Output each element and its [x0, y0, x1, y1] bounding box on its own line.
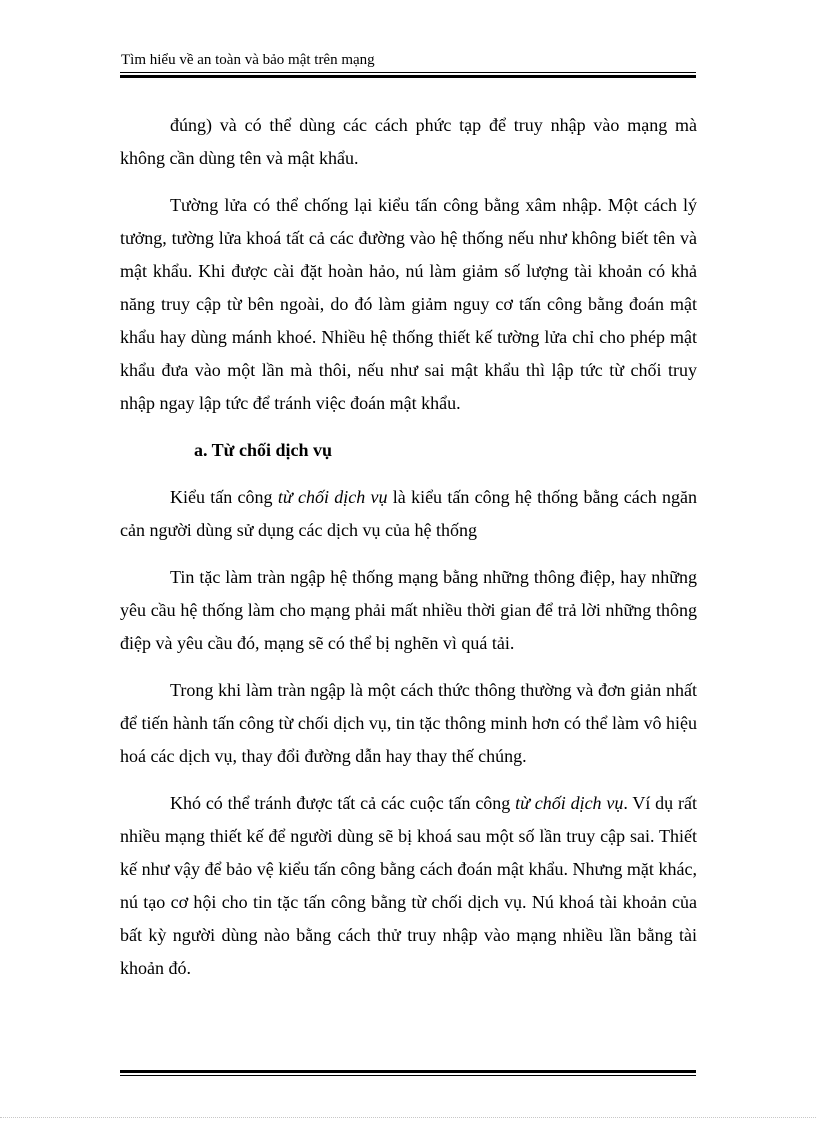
- paragraph-6-emphasis: từ chối dịch vụ: [515, 793, 624, 813]
- body-text: [120, 109, 697, 999]
- section-heading: a. Từ chối dịch vụ: [194, 440, 333, 460]
- header-rule-thin: [120, 72, 696, 73]
- footer-rule-thin: [120, 1075, 696, 1076]
- paragraph-6: [120, 787, 697, 985]
- paragraph-5: Trong khi làm tràn ngập là một cách thức thông thường và đơn giản nhất để tiến hành tấn công từ chối dịch vụ, tin tặc thông minh hơn có thể làm vô hiệu hoá các dịch vụ, thay đổi đường dẫn hay thay thế chúng.: [120, 680, 697, 766]
- paragraph-6-part-1: Khó có thể tránh được tất cả các cuộc tấn công: [170, 793, 516, 813]
- paragraph-1: đúng) và có thể dùng các cách phức tạp để truy nhập vào mạng mà không cần dùng tên và mật khẩu.: [120, 115, 697, 168]
- paragraph-6-part-2: . Ví dụ rất nhiều mạng thiết kế để người dùng sẽ bị khoá sau một số lần truy cập sai. Thiết kế như vậy để bảo vệ kiểu tấn công bằng cách đoán mật khẩu. Nhưng mặt khác, nú tạo cơ hội cho tin tặc tấn công bằng từ chối dịch vụ. Nú khoá tài khoản của bất kỳ người dùng nào bằng cách thử truy nhập vào mạng nhiều lần bằng tài khoản đó.: [120, 793, 697, 978]
- running-header: Tìm hiểu về an toàn và bảo mật trên mạng: [121, 52, 375, 68]
- paragraph-3-part-1: Kiểu tấn công: [170, 487, 278, 507]
- paragraph-4: Tin tặc làm tràn ngập hệ thống mạng bằng những thông điệp, hay những yêu cầu hệ thống làm cho mạng phải mất nhiều thời gian để trả lời những thông điệp và yêu cầu đó, mạng sẽ có thể bị nghẽn vì quá tải.: [120, 567, 697, 653]
- header-rule-thick: [120, 75, 696, 78]
- paragraph-2: Tường lửa có thể chống lại kiểu tấn công bằng xâm nhập. Một cách lý tưởng, tường lửa khoá tất cả các đường vào hệ thống nếu như không biết tên và mật khẩu. Khi được cài đặt hoàn hảo, nú làm giảm số lượng tài khoản có khả năng truy cập từ bên ngoài, do đó làm giảm nguy cơ tấn công bằng đoán mật khẩu hay dùng mánh khoé. Nhiều hệ thống thiết kế tường lửa chỉ cho phép mật khẩu đưa vào một lần mà thôi, nếu như sai mật khẩu thì lập tức từ chối truy nhập ngay lập tức để tránh việc đoán mật khẩu.: [120, 195, 697, 413]
- page-edge-divider: [0, 1117, 816, 1118]
- paragraph-3-emphasis: từ chối dịch vụ: [277, 487, 388, 507]
- footer-rule-thick: [120, 1070, 696, 1073]
- paragraph-3-part-2: là kiểu tấn công hệ thống bằng cách ngăn cản người dùng sử dụng các dịch vụ của hệ thống: [120, 487, 697, 540]
- paragraph-3: [120, 481, 697, 547]
